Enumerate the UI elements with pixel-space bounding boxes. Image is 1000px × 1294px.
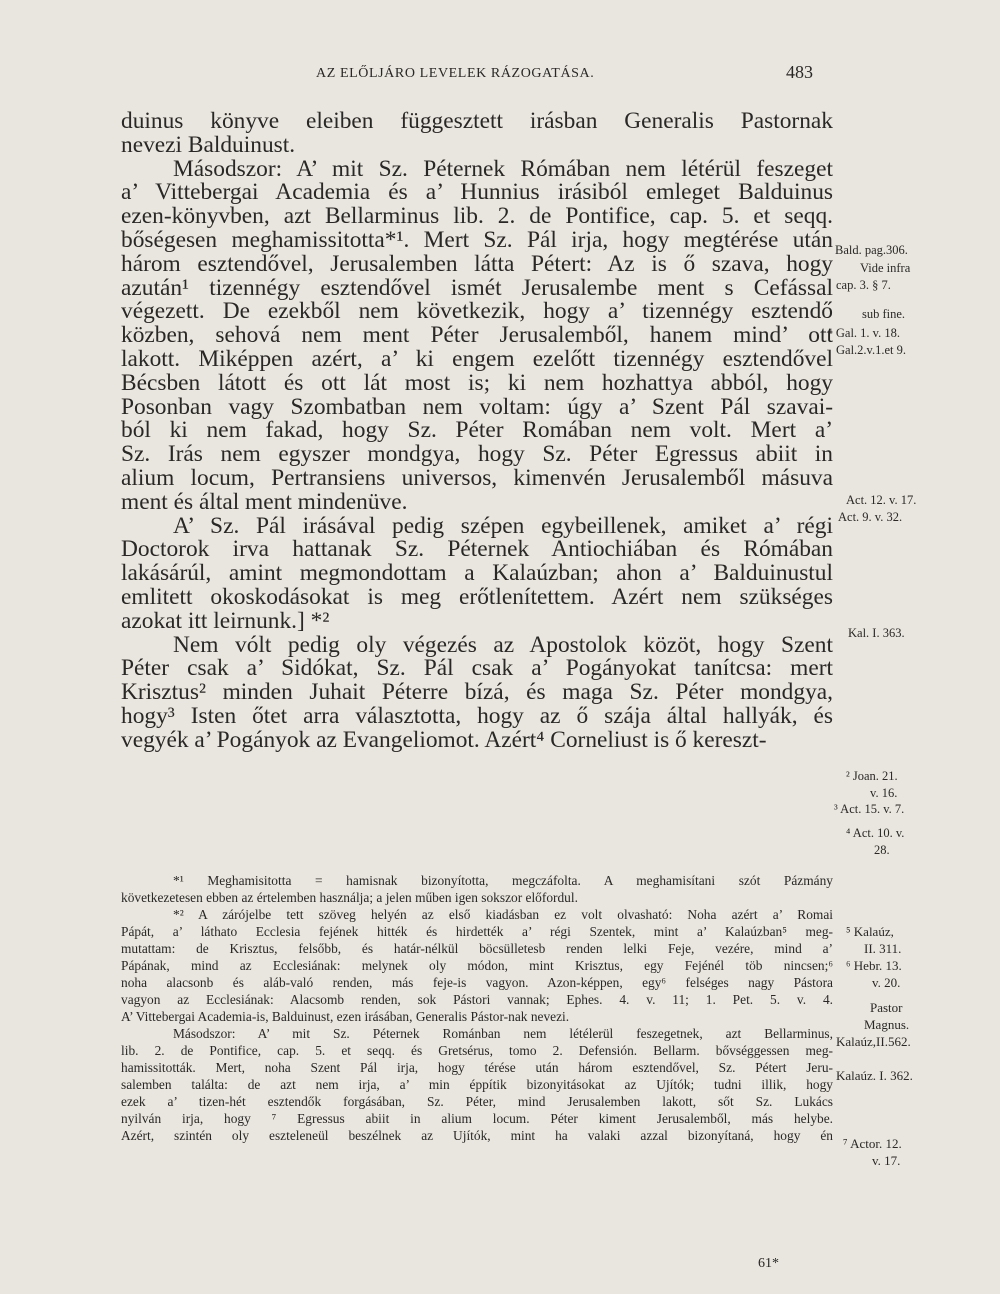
text-line: Sz. Irás nem egyszer mondgya, hogy Sz. Péter Egressus abiit in [121,441,833,468]
footnote-line: ezek a’ tizen-hét esztendők forgásában, Sz. Péter, mind Jerusalemben lakott, sőt Sz. Lukács [121,1094,833,1109]
footnote-line: nyilván irja, hogy ⁷ Egressus abiit in alium locum. Péter kiment Jerusalemből, más helybe. [121,1111,833,1126]
text-line: duinus könyve eleiben függesztett irásban Generalis Pastornak [121,108,833,134]
footnote-margin-note: v. 20. [872,975,901,990]
footnote-line: Pápát, a’ láthato Ecclesia fejének hitték és hirdették a’ régi Szentek, mint a’ Kalaúzban⁵ meg- [121,924,833,939]
text-line: Péter csak a’ Sidókat, Sz. Pál csak a’ Pogányokat tanítcsa: mert [121,655,833,682]
running-title: AZ ELŐLJÁRO LEVELEK RÁZOGATÁSA. [316,66,595,81]
text-line: a’ Vittebergai Academia és a’ Hunnius irásiból emleget Balduinus [121,179,833,206]
margin-note: ² Joan. 21. [846,769,898,783]
text-line: közben, sehová nem ment Péter Jerusalemből, hanem mind’ ott [121,322,833,349]
text-line: nevezi Balduinust. [121,131,296,158]
text-line: bőségesen meghamissitotta*¹. Mert Sz. Pál irja, hogy megtérése után [121,226,833,253]
margin-note: v. 16. [870,786,898,800]
margin-note: Bald. pag.306. [835,243,908,257]
footnote-line: *¹ Meghamisitotta = hamisnak bizonyította, megczáfolta. A meghamisítani szót Pázmány [173,873,833,888]
footnote-line: salemben találta: de azt nem irja, a’ min éppítik bizonyitásokat az Ujítók; tudni illik, hogy [121,1077,833,1092]
footnote-margin-note: Pastor [870,1000,903,1015]
text-line: azután¹ tizennégy esztendővel ismét Jerusalembe ment s Cefással [121,274,833,301]
running-header [0,62,1000,86]
margin-note: Act. 9. v. 32. [838,510,903,524]
footnote-line: noha alacsonb és aláb-való renden, más feje-is vagyon. Azon-képpen, egy⁶ felséges nagy Pástora [121,975,833,990]
footnote-margin-note: Magnus. [864,1017,910,1032]
margin-note: Gal.2.v.1.et 9. [836,343,907,357]
footnotes [121,872,833,1144]
text-line: alium locum, Pertransiens universos, kimenvén Jerusalemből másuva [121,464,833,491]
footnote-line: *² A zárójelbe tett szöveg helyén az első kiadásban ez volt olvasható: Noha azért a’ Romai [173,907,833,922]
text-line: Krisztus² minden Juhait Péterre bízá, és maga Sz. Péter mondgya, [121,679,833,706]
footnote-margin-note: II. 311. [864,941,902,956]
text-line: ezen-könyvben, azt Bellarminus lib. 2. de Pontifice, cap. 5. et seqq. [121,203,833,230]
footnote-line: A’ Vittebergai Academia-is, Balduinust, ezen irásában, Generalis Pástor-nak nevezi. [121,1009,570,1024]
margin-note: 28. [874,843,890,857]
footnote-line: következetesen ebben az értelemben használja; a jelen műben igen sokszor előfordul. [121,890,578,905]
footnote-line: hamissitották. Mert, noha Szent Pál irja, hogy térése után három esztendővel, Sz. Pétert Jeru- [121,1060,833,1075]
footnote-line: Pápának, mind az Ecclesiának: melynek oly módon, mint Krisztus, egy Fejénél töb nincsen;⁶ [121,958,833,973]
footnote-margin-note: Kalaúz. I. 362. [836,1068,913,1083]
text-line: lakott. Miképpen azért, a’ ki engem ezelőtt tizennégy esztendővel [121,345,833,372]
text-line: Posonban vagy Szombatban nem voltam: úgy a’ Szent Pál szavai- [121,393,833,420]
text-line: Doctorok irva hattanak Sz. Péternek Antiochiában és Rómában [121,536,833,563]
page-number: 483 [786,62,813,82]
footnote-line: Azért, szintén oly eszteleneül beszélnek az Ujítók, mint ha valaki azzal bizonyítaná, hogy én [121,1128,833,1143]
footnote-margin-note: ⁶ Hebr. 13. [846,958,902,973]
text-line: Másodszor: A’ mit Sz. Péternek Rómában nem létérül feszeget [173,155,833,182]
text-line: azokat itt leirnunk.] *² [121,607,330,634]
margin-note: ³ Act. 15. v. 7. [834,802,905,816]
margin-note: Act. 12. v. 17. [846,493,917,507]
margin-note: cap. 3. § 7. [836,278,891,292]
footnote-margin-note: ⁷ Actor. 12. [843,1136,902,1151]
footnote-margin-note: Kalaúz,II.562. [836,1034,911,1049]
text-line: A’ Sz. Pál irásával pedig szépen egybeillenek, amiket a’ régi [173,512,833,539]
text-line: ból ki nem fakad, hogy Sz. Péter Romában nem volt. Mert a’ [121,417,833,444]
margin-note: ⁴ Act. 10. v. [846,826,905,840]
text-line: lakásárúl, amint megmondottam a Kalaúzban; ahon a’ Balduinustul [121,560,833,587]
margin-note: sub fine. [862,307,906,321]
footnote-margin-note: ⁵ Kalaúz, [846,924,894,939]
text-line: Bécsben látott és ott lát most is; ki nem hozhattya abból, hogy [121,369,833,396]
text-line: végezett. De ezekből nem következik, hogy a’ tizennégy esztendő [121,298,833,325]
footnote-line: Másodszor: A’ mit Sz. Péternek Románban nem létélerül feszegetnek, azt Bellarminus, [173,1026,833,1041]
signature-mark: 61* [758,1256,779,1271]
footnote-line: lib. 2. de Pontifice, cap. 5. et seqq. és Gretsérus, tomo 2. Defensión. Bellarm. bővséggessen meg- [121,1043,833,1058]
main-text [121,110,833,753]
footnote-margin-note: v. 17. [872,1153,901,1168]
text-line: emlitett okoskodásokat is meg erőtlenítettem. Azért nem szükséges [121,583,833,610]
footnote-line: vagyon az Ecclesiának: Alacsomb renden, sok Pástori vannak; Ephes. 4. v. 11; 1. Pet. 5. v. 4. [121,992,833,1007]
margin-note: Vide infra [860,261,911,275]
footnote-line: mutattam: de Krisztus, felsőbb, és határ-nélkül böcsülletesb renden lelki Feje, vezére, mind a’ [121,941,833,956]
text-line: vegyék a’ Pogányok az Evangeliomot. Azért⁴ Corneliust is ő kereszt- [121,726,767,753]
text-line: ment és által ment mindenüve. [121,488,408,515]
text-line: hogy³ Isten őtet arra választotta, hogy az ő szája által hallyák, és [121,702,833,729]
text-line: Nem vólt pedig oly végezés az Apostolok közöt, hogy Szent [173,631,833,658]
margin-note: Kal. I. 363. [848,626,905,640]
margin-note: ¹ Gal. 1. v. 18. [829,326,900,340]
text-line: három esztendővel, Jerusalemben látta Pétert: Az is ő szava, hogy [121,250,833,277]
